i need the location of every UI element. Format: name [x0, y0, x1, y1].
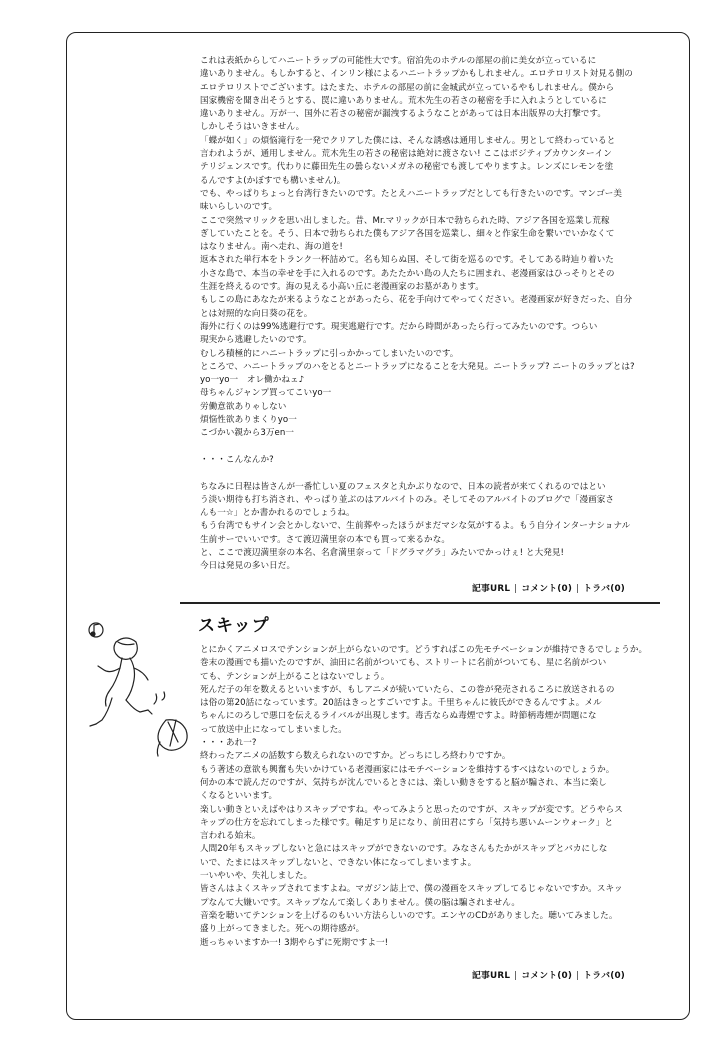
- text-line: 生前サーでいいです。さて渡辺満里奈の本でも買って来るかな。: [200, 534, 450, 545]
- text-line: プなんて大嫌いです。スキップなんて楽しくありません。僕の脳は騙されません。: [200, 897, 520, 908]
- text-line: 海外に行くのは99%逃避行です。現実逃避行です。だから時間があったら行ってみたいのです。つらい: [200, 321, 598, 332]
- text-line: 人間20年もスキップしないと急にはスキップができないのです。みなさんもたかがスキップとバカにしな: [200, 844, 608, 855]
- text-line: 終わったアニメの話数すら数えられないのですか。どっちにしろ終わりですか。: [200, 751, 511, 762]
- text-line: んも一☆」とか書かれるのでしょうね。: [200, 508, 355, 519]
- post-1-footer: [472, 581, 625, 594]
- text-line: 音楽を聴いてテンションを上げるのもいい方法らしいのです。エンヤのCDがありました。聴いてみました。: [200, 910, 618, 921]
- footer-separator: |: [576, 971, 580, 981]
- trackbacks-link[interactable]: トラバ(0): [583, 971, 625, 981]
- text-line: 味いらしいのです。: [200, 202, 278, 213]
- post-2-body: [200, 644, 652, 950]
- text-line: こづかい親から3万en一: [200, 428, 294, 439]
- text-line: とにかくアニメロスでテンションが上がらないのです。どうすればこの先モチベーションが維持できるでしょうか。: [200, 645, 648, 655]
- permalink-link[interactable]: 記事URL: [472, 584, 511, 594]
- text-line: いで、たまにはスキップしないと、できない体になってしまいますよ。: [200, 857, 477, 868]
- text-line: でも、やっぱりちょっと台湾行きたいのです。たとえハニートラップだとしても行きたいのです。マンゴー美: [200, 188, 622, 199]
- text-line: 生涯を終えるのです。海の見える小高い丘に老漫画家のお墓があります。: [200, 282, 484, 293]
- text-line: ・・・こんなんか?: [200, 454, 274, 465]
- text-line: エロテロリストでございます。はたまた、ホテルの部屋の前に金城武が立っているやもしれません。僕から: [200, 82, 615, 93]
- text-line: ・・・あれ一?: [200, 738, 257, 749]
- text-line: 小さな島で、本当の幸せを手に入れるのです。あたたかい島の人たちに囲まれ、老漫画家はひっそりとその: [200, 268, 615, 279]
- footer-separator: |: [576, 584, 580, 594]
- text-line: キップの仕方を忘れてしまった様です。軸足すり足になり、前田君にすら「気持ち悪いムーンウォーク」と: [200, 817, 614, 828]
- text-line: ても、テンションが上がることはないでしょう。: [200, 671, 390, 682]
- text-line: むしろ積極的にハニートラップに引っかかってしまいたいのです。: [200, 348, 459, 359]
- text-line: 何かの本で読んだのですが、気持ちが沈んでいるときには、楽しい動きをすると脳が騙され、本当に楽し: [200, 777, 607, 788]
- text-line: もしこの島にあなたが来るようなことがあったら、花を手向けてやってください。老漫画家が好きだった、自分: [200, 295, 633, 306]
- text-line: [200, 441, 652, 454]
- text-line: ちなみに日程は皆さんが一番忙しい夏のフェスタと丸かぶりなので、日本の読者が来てくれるのではとい: [200, 481, 606, 492]
- footer-separator: |: [514, 971, 518, 981]
- text-line: う淡い期待も打ち消され、やっぱり並ぶのはアルバイトのみ。そしてそのアルバイトのブログで「漫画家さ: [200, 494, 615, 505]
- text-line: 母ちゃんジャンプ買ってこいyo一: [200, 388, 332, 399]
- text-line: とは対照的な向日葵の花を。: [200, 308, 313, 319]
- text-line: 国家機密を聞き出そうとする、罠に違いありません。荒木先生の若さの秘密を手に入れようとしているに: [200, 95, 607, 106]
- text-line: って放送中止になってしまいました。: [200, 724, 347, 735]
- text-line: 現実から逃避したいのです。: [200, 335, 312, 346]
- skipping-figure-doodle-icon: [82, 612, 192, 762]
- text-line: と、ここで渡辺満里奈の本名、名倉満里奈って「ドグラマグラ」みたいでかっけぇ! と大発見!: [200, 547, 564, 558]
- permalink-link[interactable]: 記事URL: [472, 971, 511, 981]
- text-line: 労働意欲ありゃしない: [200, 401, 287, 412]
- text-line: yo一yo一 オレ働かねェ♪: [200, 375, 305, 386]
- text-line: 盛り上がってきました。死への期待感が。: [200, 924, 365, 935]
- text-line: 皆さんはよくスキップされてますよね。マガジン誌上で、僕の漫画をスキップしてるじゃないですか。スキッ: [200, 884, 623, 895]
- post-2-title[interactable]: スキップ: [198, 616, 270, 636]
- text-line: もう著述の意欲も興奮も失いかけている老漫画家にはモチベーションを維持するすべはないのでしょうか。: [200, 764, 615, 775]
- text-line: 煩悩性欲ありまくりyo一: [200, 415, 297, 426]
- text-line: 言われようが、通用しません。荒木先生の若さの秘密は絶対に渡さない! ここはポジティブカウンターイン: [200, 149, 612, 160]
- text-line: ぎしていたことを。そう、日本で勃ちられた僕もアジア各国を巡業し、細々と作家生命を繋いでいかなくて: [200, 228, 615, 239]
- text-line: 違いありません。万が一、国外に若さの秘密が漏洩するようなことがあっては日本出版界の大打撃です。: [200, 109, 606, 120]
- text-line: [200, 467, 652, 480]
- comments-link[interactable]: コメント(0): [521, 971, 573, 981]
- text-line: 返本された単行本をトランク一杯詰めて。名も知らぬ国、そして街を巡るのです。そしてある時辿り着いた: [200, 255, 614, 266]
- text-line: 一いやいや、失礼しました。: [200, 871, 313, 882]
- text-line: ここで突然マリックを思い出しました。昔、Mr.マリックが日本で勃ちられた時、アジア各国を巡業し荒稼: [200, 215, 610, 226]
- text-line: はなりません。南へ走れ、海の道を!: [200, 242, 343, 253]
- post-divider: [180, 602, 660, 604]
- text-line: は俗の第20話になっています。20話はきっとすごいですよ。千里ちゃんに彼氏ができるんですよ。メル: [200, 698, 602, 709]
- text-line: 巻末の漫画でも描いたのですが、油田に名前がついても、ストリートに名前がついても、星に名前がつい: [200, 658, 607, 669]
- text-line: これは表紙からしてハニートラップの可能性大です。宿泊先のホテルの部屋の前に美女が立っているに: [200, 56, 597, 66]
- text-line: 逝っちゃいますか一! 3期やらずに死期ですよ一!: [200, 937, 389, 948]
- post-1-body: [200, 55, 652, 574]
- comments-link[interactable]: コメント(0): [521, 584, 573, 594]
- text-line: ところで、ハニートラップのハをとるとニートラップになることを大発見。ニートラップ? ニートのラップとは?: [200, 361, 635, 372]
- text-line: 言われる始末。: [200, 831, 261, 842]
- text-line: 「蝶が如く」の煩悩滝行を一発でクリアした僕には、そんな誘惑は通用しません。男として終わっていると: [200, 135, 616, 146]
- trackbacks-link[interactable]: トラバ(0): [583, 584, 625, 594]
- text-line: るんですよ(かぼすでも構いません)。: [200, 175, 346, 186]
- text-line: くなるといいます。: [200, 791, 278, 802]
- text-line: もう台湾でもサイン会とかしないで、生前葬やったほうがまだマシな気がするよ。もう自分インターナショナル: [200, 521, 631, 532]
- text-line: しかしそうはいきません。: [200, 122, 305, 133]
- text-line: 楽しい動きといえばやはりスキップですね。やってみようと思ったのですが、スキップが変です。どうやらス: [200, 804, 623, 815]
- footer-separator: |: [514, 584, 518, 594]
- text-line: 今日は発見の多い日だ。: [200, 561, 296, 572]
- text-line: 死んだ子の年を数えるといいますが、もしアニメが続いていたら、この巻が発売されるころに放送されるの: [200, 684, 615, 695]
- text-line: テリジェンスです。代わりに藤田先生の曇らないメガネの秘密でも渡してやりますよ。レンズにレモンを塗: [200, 162, 614, 173]
- text-line: 違いありません。もしかすると、インリン様によるハニートラップかもしれません。エロテロリスト対見る側の: [200, 69, 633, 80]
- post-2-footer: [472, 968, 625, 981]
- text-line: ちゃんにのろしで悪口を伝えるライバルが出現します。毒舌ならぬ毒煙ですよ。時節柄毒煙が問題にな: [200, 711, 597, 722]
